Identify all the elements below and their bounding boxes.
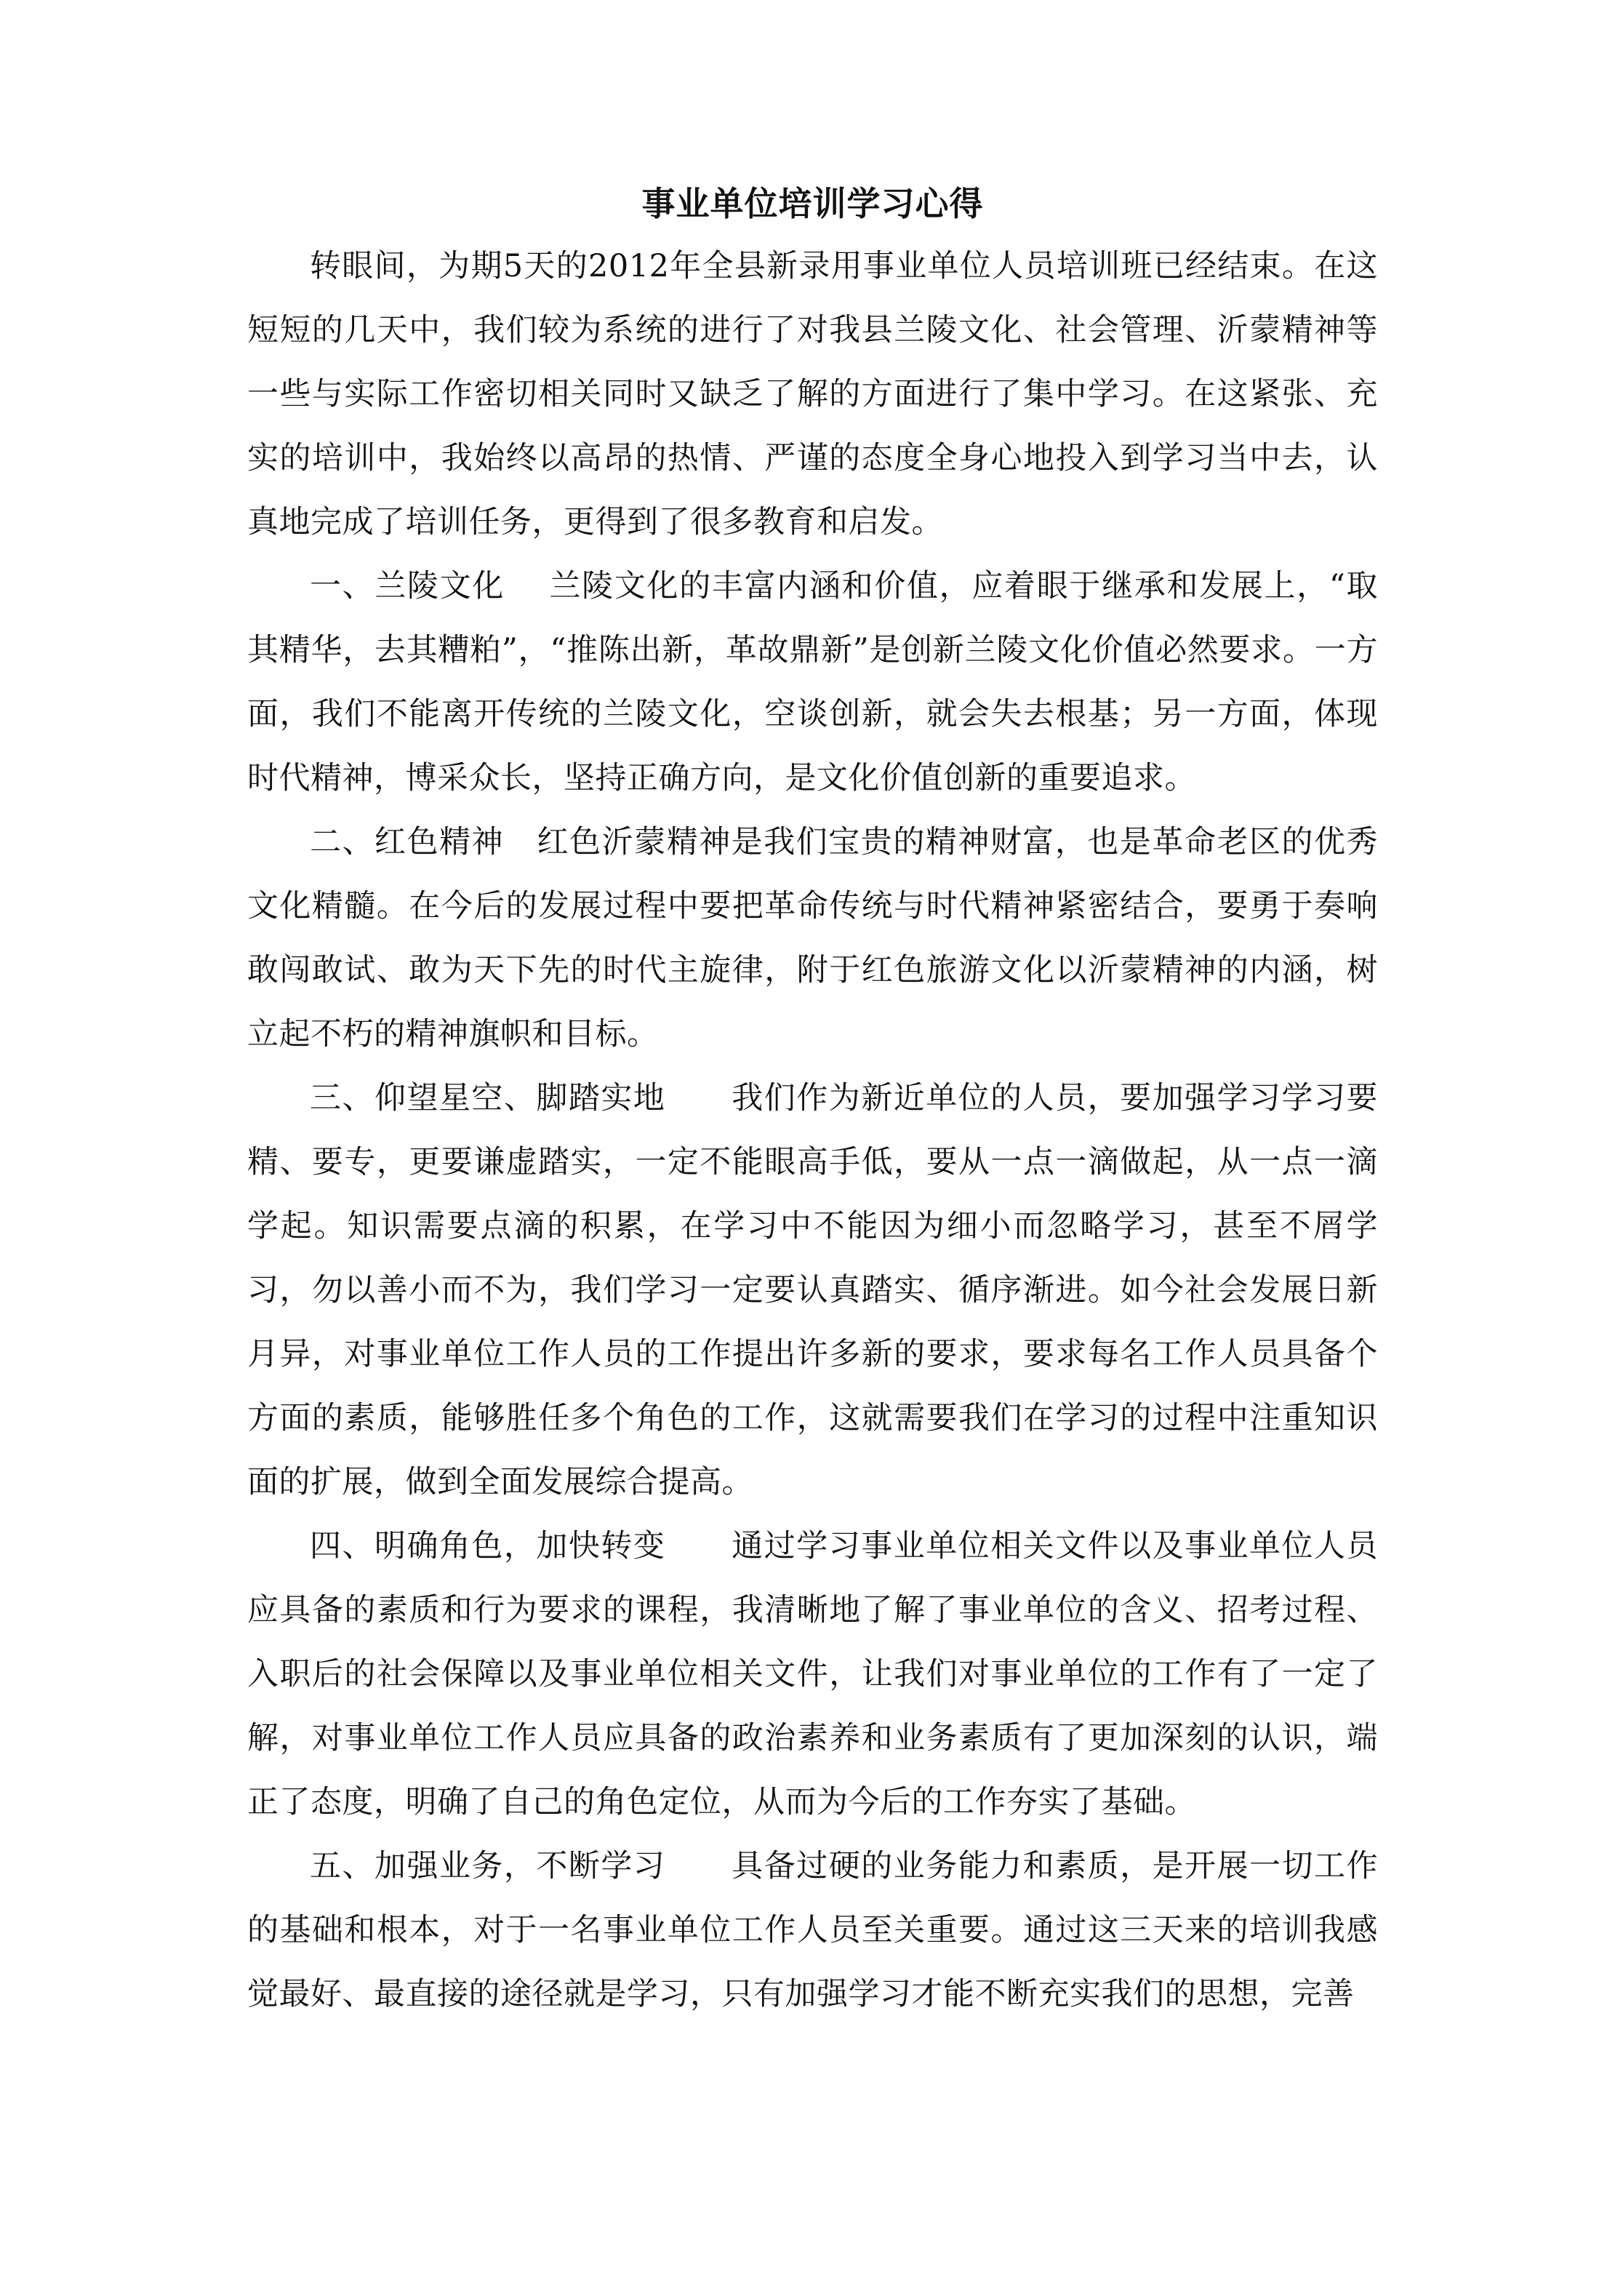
section-heading-4: 四、明确角色，加快转变 xyxy=(310,1528,666,1564)
section-paragraph-3 xyxy=(247,1066,1378,1514)
section-heading-3: 三、仰望星空、脚踏实地 xyxy=(310,1080,666,1116)
intro-paragraph: 转眼间，为期5天的2012年全县新录用事业单位人员培训班已经结束。在这短短的几天中，我们较为系统的进行了对我县兰陵文化、社会管理、沂蒙精神等一些与实际工作密切相关同时又缺乏了解的方面进行了集中学习。在这紧张、充实的培训中，我始终以高昂的热情、严谨的态度全身心地投入到学习当中去，认真地完成了培训任务，更得到了很多教育和启发。 xyxy=(247,248,1378,540)
section-paragraph-2 xyxy=(247,810,1378,1066)
section-text-2: 红色沂蒙精神是我们宝贵的精神财富，也是革命老区的优秀文化精髓。在今后的发展过程中要把革命传统与时代精神紧密结合，要勇于奏响敢闯敢试、敢为天下先的时代主旋律，附于红色旅游文化以沂蒙精神的内涵，树立起不朽的精神旗帜和目标。 xyxy=(247,824,1379,1052)
section-paragraph-4 xyxy=(247,1514,1378,1834)
document-title: 事业单位培训学习心得 xyxy=(641,184,984,223)
section-heading-5: 五、加强业务，不断学习 xyxy=(310,1848,666,1884)
section-text-5: 具备过硬的业务能力和素质，是开展一切工作的基础和根本，对于一名事业单位工作人员至关重要。通过这三天来的培训我感觉最好、最直接的途径就是学习，只有加强学习才能不断充实我们的思想，完善 xyxy=(247,1848,1379,2012)
section-text-1: 兰陵文化的丰富内涵和价值，应着眼于继承和发展上，“取其精华，去其糟粕”，“推陈出新，革故鼎新”是创新兰陵文化价值必然要求。一方面，我们不能离开传统的兰陵文化，空谈创新，就会失去根基；另一方面，体现时代精神，博采众长，坚持正确方向，是文化价值创新的重要追求。 xyxy=(247,568,1379,796)
section-paragraph-1 xyxy=(247,554,1378,810)
section-text-3: 我们作为新近单位的人员，要加强学习学习要精、要专，更要谦虚踏实，一定不能眼高手低，要从一点一滴做起，从一点一滴学起。知识需要点滴的积累，在学习中不能因为细小而忽略学习，甚至不屑学习，勿以善小而不为，我们学习一定要认真踏实、循序渐进。如今社会发展日新月异，对事业单位工作人员的工作提出许多新的要求，要求每名工作人员具备个方面的素质，能够胜任多个角色的工作，这就需要我们在学习的过程中注重知识面的扩展，做到全面发展综合提高。 xyxy=(247,1080,1379,1500)
document-page xyxy=(247,175,1378,2026)
section-text-4: 通过学习事业单位相关文件以及事业单位人员应具备的素质和行为要求的课程，我清晰地了解了事业单位的含义、招考过程、入职后的社会保障以及事业单位相关文件，让我们对事业单位的工作有了一定了解，对事业单位工作人员应具备的政治素养和业务素质有了更加深刻的认识，端正了态度，明确了自己的角色定位，从而为今后的工作夯实了基础。 xyxy=(247,1528,1379,1820)
section-paragraph-5 xyxy=(247,1834,1378,2026)
section-heading-2: 二、红色精神 xyxy=(310,824,505,860)
section-heading-1: 一、兰陵文化 xyxy=(310,568,505,604)
